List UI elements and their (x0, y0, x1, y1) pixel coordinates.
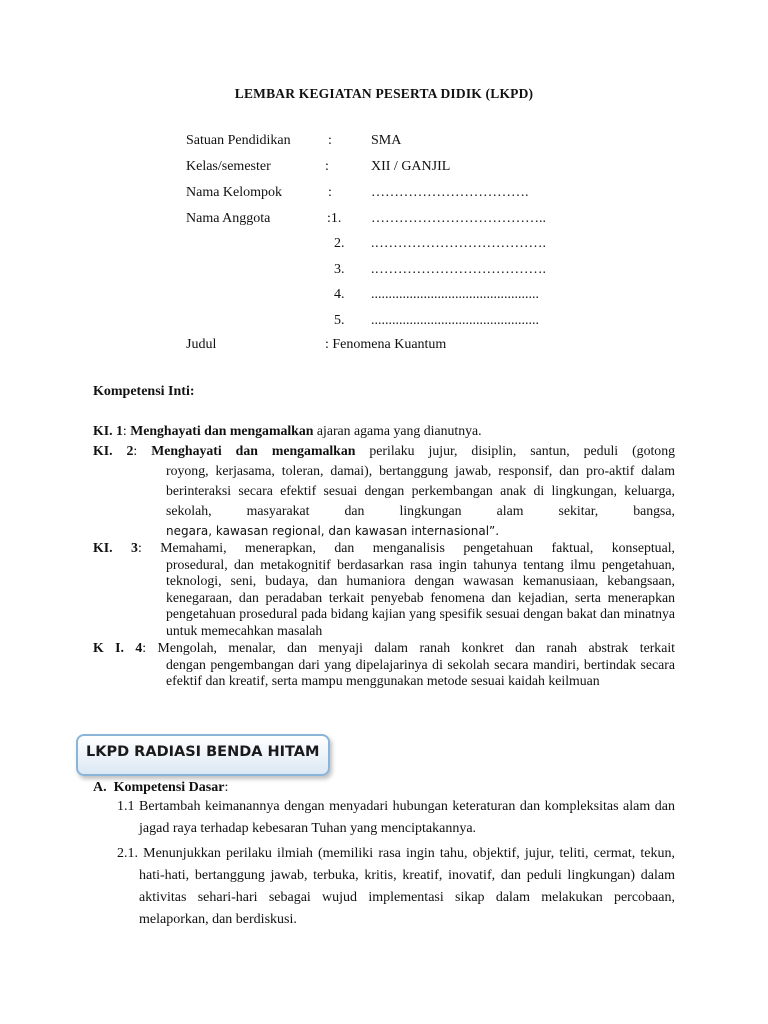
anggota-value: ................................................ (371, 287, 539, 302)
ki-code: KI. 2 (93, 443, 134, 458)
identity-value: SMA (371, 133, 402, 148)
identity-value: XII / GANJIL (371, 159, 451, 174)
identity-label: Nama Kelompok (186, 185, 283, 200)
identity-label: Satuan Pendidikan (186, 133, 291, 148)
kd-2-1 (117, 843, 675, 931)
ki-separator: : (133, 443, 152, 458)
identity-label: Judul (186, 337, 217, 352)
identity-colon: : (328, 133, 332, 148)
identity-label: Kelas/semester (186, 159, 271, 174)
ki-first-line (93, 441, 675, 461)
ki-first-line (93, 640, 675, 657)
kd-1-1 (117, 796, 675, 840)
anggota-number: 5. (334, 313, 345, 328)
ki-text: : Memahami, menerapkan, dan menganalisis pengetahuan faktual, konseptual, (137, 540, 675, 555)
ki-body: prosedural, dan metakognitif berdasarkan rasa ingin tahunya tentang ilmu pengetahuan, teknologi, seni, budaya, dan humaniora dengan wawasan kemanusiaan, kebangsaan, kenegaraan, dan peradaban terkait penyebab fenomena dan kejadian, serta menerapkan pengetahuan prosedural pada bidang kajian yang spesifik sesuai dengan bakat dan minatnya untuk memecahkan masalah (166, 556, 675, 638)
ki-text: perilaku jujur, disiplin, santun, peduli (gotong (355, 443, 675, 458)
anggota-number: 4. (334, 287, 345, 302)
ki-body: royong, kerjasama, toleran, damai), bertanggung jawab, responsif, dan pro-aktif dalam berinteraksi secara efektif sesuai dengan perkembangan anak di lingkungan, keluarga, sekolah, masyarakat dan lingkungan alam sekitar, bangsa, (166, 463, 675, 518)
ki-text: ajaran agama yang dianutnya. (313, 423, 482, 438)
identity-colon: : (328, 185, 332, 200)
anggota-value: .………………………………. (371, 236, 546, 251)
banner-label: LKPD RADIASI BENDA HITAM (86, 744, 320, 760)
kd-heading-text: Kompetensi Dasar (113, 780, 225, 795)
identity-colon: :1. (327, 211, 342, 226)
ki-1 (93, 423, 675, 440)
anggota-value: .………………………………. (371, 262, 546, 277)
ki-code: KI. 3 (93, 540, 138, 555)
ki-2 (93, 441, 675, 541)
ki-separator: : (122, 423, 131, 438)
kd-text: 2.1. Menunjukkan perilaku ilmiah (memiliki rasa ingin tahu, objektif, jujur, teliti, cermat, tekun, hati-hati, bertanggung jawab, terbuka, kritis, kreatif, inovatif, dan peduli lingkungan) dalam aktivitas sehari-hari sebagai wujud implementasi sikap dalam melakukan percobaan, melaporkan, dan berdiskusi. (117, 846, 675, 927)
ki-body: dengan pengembangan dari yang dipelajarinya di sekolah secara mandiri, bertindak secara efektif dan kreatif, serta mampu menggunakan metode sesuai kaidah keilmuan (166, 656, 675, 688)
identity-value: ……………………………….. (371, 211, 546, 226)
kompetensi-inti-heading: Kompetensi Inti: (93, 384, 195, 399)
ki-text: : Mengolah, menalar, dan menyaji dalam ranah konkret dan ranah abstrak terkait (142, 640, 675, 655)
identity-colon: : (325, 159, 329, 174)
judul-value: : Fenomena Kuantum (325, 337, 447, 352)
identity-value: ……………………………. (371, 185, 529, 200)
ki-code: K I. 4 (93, 640, 143, 655)
ki-last-line: negara, kawasan regional, dan kawasan internasional”. (166, 524, 500, 538)
identity-label: Nama Anggota (186, 211, 271, 226)
kd-colon: : (224, 780, 229, 795)
anggota-value: ................................................ (371, 313, 539, 328)
lkpd-banner (76, 734, 330, 776)
ki-3 (93, 540, 675, 639)
document-title: LEMBAR KEGIATAN PESERTA DIDIK (LKPD) (234, 86, 534, 101)
kompetensi-dasar-heading (93, 780, 228, 796)
kd-text: 1.1 Bertambah keimanannya dengan menyadari hubungan keteraturan dan kompleksitas alam dan jagad raya terhadap kebesaran Tuhan yang menciptakannya. (117, 799, 675, 836)
ki-code: KI. 1 (93, 423, 123, 438)
anggota-number: 2. (334, 236, 345, 251)
ki-bold-text: Menghayati dan mengamalkan (151, 443, 356, 458)
ki-first-line (93, 540, 675, 557)
ki-bold-text: Menghayati dan mengamalkan (130, 423, 314, 438)
anggota-number: 3. (334, 262, 345, 277)
kd-prefix: A. (93, 780, 107, 795)
ki-4 (93, 640, 675, 690)
